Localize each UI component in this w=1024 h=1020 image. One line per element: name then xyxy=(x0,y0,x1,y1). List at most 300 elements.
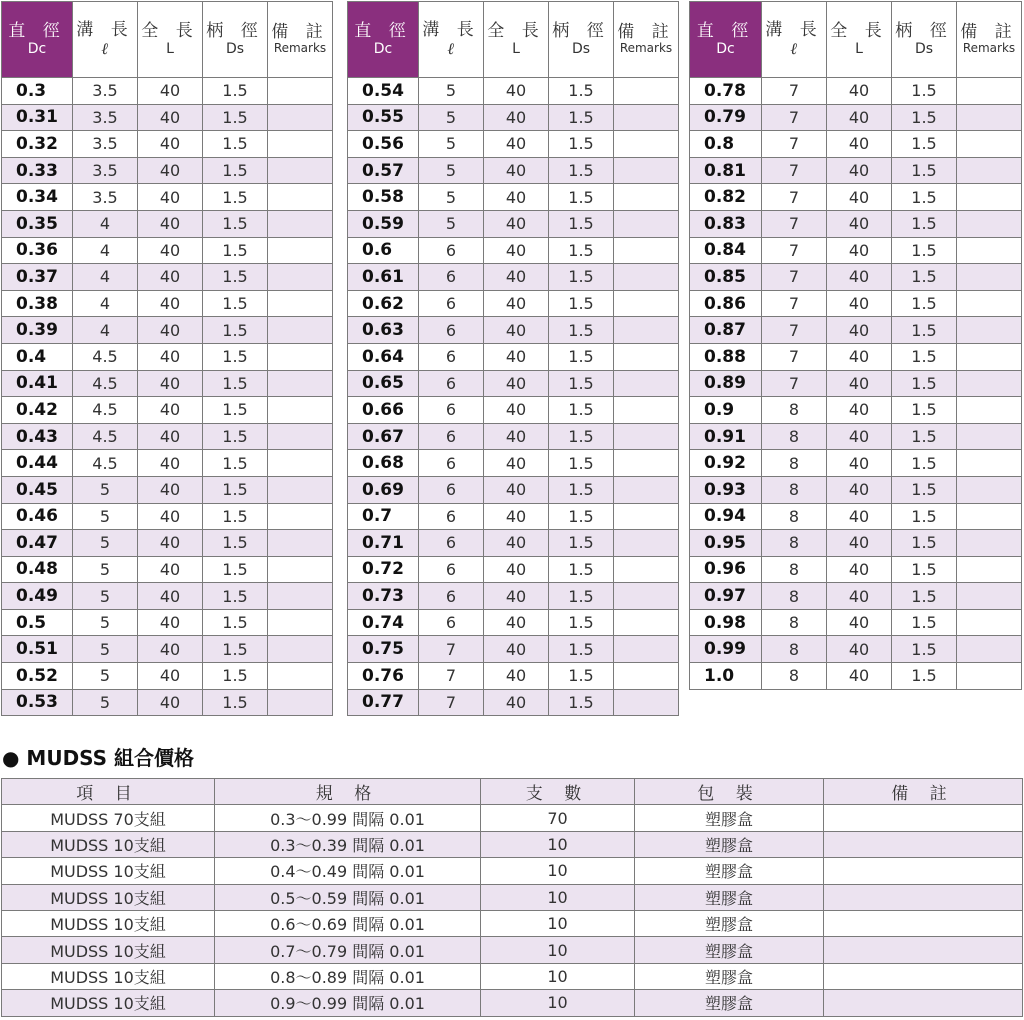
table-row xyxy=(690,397,1022,424)
set-pack-cell: 塑膠盒 xyxy=(635,937,824,963)
flute-length-cell: 4.5 xyxy=(73,343,138,370)
total-length-cell: 40 xyxy=(827,663,892,690)
flute-length-cell: 8 xyxy=(762,609,827,636)
total-length-cell: 40 xyxy=(138,370,203,397)
set-spec-cell: 0.5～0.59 間隔 0.01 xyxy=(215,884,481,910)
flute-length-cell: 8 xyxy=(762,556,827,583)
table-row xyxy=(2,963,1023,989)
set-remarks-cell xyxy=(824,831,1023,857)
total-length-cell: 40 xyxy=(138,237,203,264)
total-length-cell: 40 xyxy=(138,78,203,105)
flute-length-cell: 6 xyxy=(419,476,484,503)
table-row xyxy=(2,583,333,610)
flute-length-cell: 4 xyxy=(73,210,138,237)
set-spec-cell: 0.7～0.79 間隔 0.01 xyxy=(215,937,481,963)
shank-dia-cell: 1.5 xyxy=(549,343,614,370)
dc-cell: 0.62 xyxy=(348,290,419,317)
remarks-cell xyxy=(957,370,1022,397)
total-length-cell: 40 xyxy=(138,397,203,424)
shank-dia-cell: 1.5 xyxy=(549,157,614,184)
flute-length-cell: 5 xyxy=(419,210,484,237)
remarks-cell xyxy=(957,157,1022,184)
shank-dia-cell: 1.5 xyxy=(203,423,268,450)
remarks-cell xyxy=(268,503,333,530)
total-length-cell: 40 xyxy=(138,184,203,211)
shank-dia-cell: 1.5 xyxy=(549,423,614,450)
flute-length-cell: 6 xyxy=(419,397,484,424)
set-remarks-cell xyxy=(824,858,1023,884)
remarks-cell xyxy=(268,184,333,211)
flute-length-cell: 4.5 xyxy=(73,397,138,424)
table-row xyxy=(2,503,333,530)
table-row xyxy=(348,157,679,184)
set-item-cell: MUDSS 10支組 xyxy=(2,858,215,884)
bullet-icon: ● xyxy=(2,746,20,770)
table-row xyxy=(2,370,333,397)
shank-dia-cell: 1.5 xyxy=(203,663,268,690)
dc-cell: 1.0 xyxy=(690,663,762,690)
set-header-spec: 規 格 xyxy=(215,779,481,805)
remarks-cell xyxy=(268,104,333,131)
dc-cell: 0.87 xyxy=(690,317,762,344)
total-length-cell: 40 xyxy=(484,317,549,344)
header-dc: 直 徑 Dc xyxy=(348,2,419,78)
total-length-cell: 40 xyxy=(138,663,203,690)
total-length-cell: 40 xyxy=(827,583,892,610)
total-length-cell: 40 xyxy=(138,423,203,450)
flute-length-cell: 6 xyxy=(419,290,484,317)
header-dc: 直 徑 Dc xyxy=(690,2,762,78)
shank-dia-cell: 1.5 xyxy=(892,131,957,158)
remarks-cell xyxy=(614,343,679,370)
dc-cell: 0.86 xyxy=(690,290,762,317)
dc-cell: 0.73 xyxy=(348,583,419,610)
shank-dia-cell: 1.5 xyxy=(203,237,268,264)
total-length-cell: 40 xyxy=(484,104,549,131)
total-length-cell: 40 xyxy=(827,476,892,503)
flute-length-cell: 3.5 xyxy=(73,131,138,158)
table-row xyxy=(348,476,679,503)
table-row xyxy=(348,556,679,583)
table-row xyxy=(348,423,679,450)
set-pack-cell: 塑膠盒 xyxy=(635,990,824,1016)
dc-cell: 0.34 xyxy=(2,184,73,211)
flute-length-cell: 7 xyxy=(762,157,827,184)
shank-dia-cell: 1.5 xyxy=(549,131,614,158)
remarks-cell xyxy=(268,530,333,557)
shank-dia-cell: 1.5 xyxy=(892,530,957,557)
table-row xyxy=(348,317,679,344)
shank-dia-cell: 1.5 xyxy=(549,636,614,663)
remarks-cell xyxy=(614,689,679,716)
remarks-cell xyxy=(614,237,679,264)
total-length-cell: 40 xyxy=(827,78,892,105)
shank-dia-cell: 1.5 xyxy=(892,583,957,610)
dc-cell: 0.31 xyxy=(2,104,73,131)
dc-cell: 0.38 xyxy=(2,290,73,317)
dc-cell: 0.66 xyxy=(348,397,419,424)
flute-length-cell: 7 xyxy=(762,370,827,397)
dc-cell: 0.79 xyxy=(690,104,762,131)
set-item-cell: MUDSS 10支組 xyxy=(2,884,215,910)
dc-cell: 0.75 xyxy=(348,636,419,663)
flute-length-cell: 5 xyxy=(73,530,138,557)
remarks-cell xyxy=(957,663,1022,690)
set-count-cell: 10 xyxy=(481,910,635,936)
dc-cell: 0.39 xyxy=(2,317,73,344)
shank-dia-cell: 1.5 xyxy=(549,264,614,291)
set-remarks-cell xyxy=(824,805,1023,831)
total-length-cell: 40 xyxy=(484,397,549,424)
flute-length-cell: 8 xyxy=(762,397,827,424)
dc-cell: 0.9 xyxy=(690,397,762,424)
total-length-cell: 40 xyxy=(484,78,549,105)
remarks-cell xyxy=(957,290,1022,317)
table-row xyxy=(2,78,333,105)
header-shank-dia: 柄 徑 Ds xyxy=(892,2,957,78)
table-row xyxy=(2,317,333,344)
header-dc: 直 徑 Dc xyxy=(2,2,73,78)
set-count-cell: 70 xyxy=(481,805,635,831)
table-row xyxy=(348,237,679,264)
shank-dia-cell: 1.5 xyxy=(549,476,614,503)
set-pack-cell: 塑膠盒 xyxy=(635,805,824,831)
table-row xyxy=(2,636,333,663)
table-row xyxy=(2,476,333,503)
table-row xyxy=(2,910,1023,936)
set-item-cell: MUDSS 10支組 xyxy=(2,831,215,857)
remarks-cell xyxy=(957,237,1022,264)
flute-length-cell: 5 xyxy=(73,689,138,716)
total-length-cell: 40 xyxy=(138,530,203,557)
dc-cell: 0.61 xyxy=(348,264,419,291)
flute-length-cell: 8 xyxy=(762,503,827,530)
set-remarks-cell xyxy=(824,910,1023,936)
remarks-cell xyxy=(614,556,679,583)
dc-cell: 0.78 xyxy=(690,78,762,105)
remarks-cell xyxy=(614,370,679,397)
table-row xyxy=(2,805,1023,831)
dc-cell: 0.85 xyxy=(690,264,762,291)
set-spec-cell: 0.3～0.99 間隔 0.01 xyxy=(215,805,481,831)
dc-cell: 0.64 xyxy=(348,343,419,370)
header-flute-length: 溝 長 ℓ xyxy=(419,2,484,78)
header-remarks: 備 註 Remarks xyxy=(957,2,1022,78)
dc-cell: 0.95 xyxy=(690,530,762,557)
total-length-cell: 40 xyxy=(827,317,892,344)
flute-length-cell: 7 xyxy=(762,104,827,131)
dc-cell: 0.48 xyxy=(2,556,73,583)
flute-length-cell: 8 xyxy=(762,663,827,690)
dc-cell: 0.89 xyxy=(690,370,762,397)
remarks-cell xyxy=(268,264,333,291)
table-row xyxy=(348,530,679,557)
dc-cell: 0.45 xyxy=(2,476,73,503)
table-row xyxy=(2,237,333,264)
remarks-cell xyxy=(268,583,333,610)
set-price-table xyxy=(1,778,1023,1017)
flute-length-cell: 5 xyxy=(73,503,138,530)
shank-dia-cell: 1.5 xyxy=(892,503,957,530)
dc-cell: 0.42 xyxy=(2,397,73,424)
total-length-cell: 40 xyxy=(827,157,892,184)
shank-dia-cell: 1.5 xyxy=(203,264,268,291)
shank-dia-cell: 1.5 xyxy=(203,556,268,583)
shank-dia-cell: 1.5 xyxy=(203,530,268,557)
table-row xyxy=(2,157,333,184)
table-row xyxy=(348,78,679,105)
flute-length-cell: 7 xyxy=(762,78,827,105)
total-length-cell: 40 xyxy=(138,290,203,317)
shank-dia-cell: 1.5 xyxy=(203,131,268,158)
header-flute-length: 溝 長 ℓ xyxy=(73,2,138,78)
total-length-cell: 40 xyxy=(138,131,203,158)
remarks-cell xyxy=(614,157,679,184)
set-header-remarks: 備 註 xyxy=(824,779,1023,805)
remarks-cell xyxy=(957,556,1022,583)
shank-dia-cell: 1.5 xyxy=(892,157,957,184)
flute-length-cell: 5 xyxy=(73,556,138,583)
shank-dia-cell: 1.5 xyxy=(203,78,268,105)
shank-dia-cell: 1.5 xyxy=(549,184,614,211)
set-section-title xyxy=(2,742,194,771)
dc-cell: 0.8 xyxy=(690,131,762,158)
dc-cell: 0.52 xyxy=(2,663,73,690)
table-row xyxy=(348,689,679,716)
remarks-cell xyxy=(957,636,1022,663)
set-spec-cell: 0.4～0.49 間隔 0.01 xyxy=(215,858,481,884)
header-remarks: 備 註 Remarks xyxy=(268,2,333,78)
total-length-cell: 40 xyxy=(138,609,203,636)
flute-length-cell: 7 xyxy=(762,343,827,370)
remarks-cell xyxy=(614,636,679,663)
shank-dia-cell: 1.5 xyxy=(549,530,614,557)
dc-cell: 0.93 xyxy=(690,476,762,503)
table-row xyxy=(690,609,1022,636)
total-length-cell: 40 xyxy=(827,237,892,264)
dc-cell: 0.47 xyxy=(2,530,73,557)
flute-length-cell: 5 xyxy=(419,131,484,158)
total-length-cell: 40 xyxy=(484,264,549,291)
table-row xyxy=(690,317,1022,344)
shank-dia-cell: 1.5 xyxy=(549,450,614,477)
shank-dia-cell: 1.5 xyxy=(892,397,957,424)
set-item-cell: MUDSS 10支組 xyxy=(2,990,215,1016)
total-length-cell: 40 xyxy=(484,210,549,237)
flute-length-cell: 7 xyxy=(419,663,484,690)
header-total-length: 全 長 L xyxy=(484,2,549,78)
total-length-cell: 40 xyxy=(138,556,203,583)
shank-dia-cell: 1.5 xyxy=(549,104,614,131)
table-row xyxy=(2,290,333,317)
remarks-cell xyxy=(614,290,679,317)
dc-cell: 0.37 xyxy=(2,264,73,291)
header-total-length: 全 長 L xyxy=(827,2,892,78)
flute-length-cell: 7 xyxy=(762,210,827,237)
remarks-cell xyxy=(957,503,1022,530)
table-row xyxy=(690,583,1022,610)
table-row xyxy=(348,370,679,397)
table-row xyxy=(348,450,679,477)
remarks-cell xyxy=(614,609,679,636)
remarks-cell xyxy=(957,397,1022,424)
shank-dia-cell: 1.5 xyxy=(203,290,268,317)
remarks-cell xyxy=(268,397,333,424)
set-item-cell: MUDSS 70支組 xyxy=(2,805,215,831)
remarks-cell xyxy=(957,78,1022,105)
spec-table-2 xyxy=(347,1,679,716)
set-count-cell: 10 xyxy=(481,858,635,884)
shank-dia-cell: 1.5 xyxy=(549,663,614,690)
remarks-cell xyxy=(614,264,679,291)
total-length-cell: 40 xyxy=(138,689,203,716)
shank-dia-cell: 1.5 xyxy=(892,104,957,131)
table-row xyxy=(348,131,679,158)
dc-cell: 0.33 xyxy=(2,157,73,184)
dc-cell: 0.35 xyxy=(2,210,73,237)
dc-cell: 0.68 xyxy=(348,450,419,477)
table-row xyxy=(2,423,333,450)
set-spec-cell: 0.9～0.99 間隔 0.01 xyxy=(215,990,481,1016)
shank-dia-cell: 1.5 xyxy=(203,210,268,237)
table-row xyxy=(690,476,1022,503)
flute-length-cell: 6 xyxy=(419,423,484,450)
table-row xyxy=(690,237,1022,264)
flute-length-cell: 4 xyxy=(73,290,138,317)
table-row xyxy=(2,689,333,716)
table-row xyxy=(2,884,1023,910)
flute-length-cell: 6 xyxy=(419,503,484,530)
shank-dia-cell: 1.5 xyxy=(892,609,957,636)
header-flute-length: 溝 長 ℓ xyxy=(762,2,827,78)
table-row xyxy=(348,583,679,610)
shank-dia-cell: 1.5 xyxy=(892,450,957,477)
flute-length-cell: 7 xyxy=(762,131,827,158)
remarks-cell xyxy=(268,556,333,583)
shank-dia-cell: 1.5 xyxy=(549,210,614,237)
remarks-cell xyxy=(614,423,679,450)
shank-dia-cell: 1.5 xyxy=(892,636,957,663)
flute-length-cell: 4.5 xyxy=(73,450,138,477)
remarks-cell xyxy=(957,450,1022,477)
remarks-cell xyxy=(957,343,1022,370)
remarks-cell xyxy=(957,210,1022,237)
dc-cell: 0.32 xyxy=(2,131,73,158)
total-length-cell: 40 xyxy=(827,636,892,663)
flute-length-cell: 5 xyxy=(419,184,484,211)
dc-cell: 0.46 xyxy=(2,503,73,530)
remarks-cell xyxy=(268,78,333,105)
flute-length-cell: 8 xyxy=(762,636,827,663)
dc-cell: 0.49 xyxy=(2,583,73,610)
table-row xyxy=(2,104,333,131)
shank-dia-cell: 1.5 xyxy=(892,78,957,105)
set-header-item: 項 目 xyxy=(2,779,215,805)
table-row xyxy=(2,831,1023,857)
total-length-cell: 40 xyxy=(827,450,892,477)
table-row xyxy=(2,397,333,424)
shank-dia-cell: 1.5 xyxy=(892,663,957,690)
table-row xyxy=(690,343,1022,370)
remarks-cell xyxy=(614,78,679,105)
table-row xyxy=(2,937,1023,963)
shank-dia-cell: 1.5 xyxy=(892,290,957,317)
spec-table-1 xyxy=(1,1,333,716)
table-row xyxy=(690,503,1022,530)
flute-length-cell: 6 xyxy=(419,370,484,397)
dc-cell: 0.84 xyxy=(690,237,762,264)
remarks-cell xyxy=(614,397,679,424)
total-length-cell: 40 xyxy=(484,530,549,557)
total-length-cell: 40 xyxy=(827,556,892,583)
dc-cell: 0.43 xyxy=(2,423,73,450)
total-length-cell: 40 xyxy=(827,264,892,291)
remarks-cell xyxy=(614,184,679,211)
shank-dia-cell: 1.5 xyxy=(203,104,268,131)
spec-table-3 xyxy=(689,1,1022,690)
dc-cell: 0.44 xyxy=(2,450,73,477)
shank-dia-cell: 1.5 xyxy=(892,556,957,583)
flute-length-cell: 4 xyxy=(73,237,138,264)
table-row xyxy=(2,264,333,291)
remarks-cell xyxy=(957,317,1022,344)
dc-cell: 0.96 xyxy=(690,556,762,583)
flute-length-cell: 6 xyxy=(419,343,484,370)
table-row xyxy=(348,397,679,424)
flute-length-cell: 3.5 xyxy=(73,78,138,105)
set-item-cell: MUDSS 10支組 xyxy=(2,910,215,936)
flute-length-cell: 6 xyxy=(419,237,484,264)
set-header-row xyxy=(2,779,1023,805)
spec-header-row xyxy=(348,2,679,78)
shank-dia-cell: 1.5 xyxy=(549,503,614,530)
flute-length-cell: 4 xyxy=(73,264,138,291)
set-item-cell: MUDSS 10支組 xyxy=(2,937,215,963)
total-length-cell: 40 xyxy=(484,503,549,530)
shank-dia-cell: 1.5 xyxy=(549,237,614,264)
remarks-cell xyxy=(268,237,333,264)
shank-dia-cell: 1.5 xyxy=(203,636,268,663)
set-remarks-cell xyxy=(824,884,1023,910)
shank-dia-cell: 1.5 xyxy=(549,556,614,583)
table-row xyxy=(690,370,1022,397)
total-length-cell: 40 xyxy=(484,237,549,264)
spec-header-row xyxy=(2,2,333,78)
shank-dia-cell: 1.5 xyxy=(549,583,614,610)
shank-dia-cell: 1.5 xyxy=(203,184,268,211)
flute-length-cell: 4.5 xyxy=(73,370,138,397)
shank-dia-cell: 1.5 xyxy=(549,689,614,716)
dc-cell: 0.41 xyxy=(2,370,73,397)
table-row xyxy=(2,131,333,158)
shank-dia-cell: 1.5 xyxy=(892,184,957,211)
dc-cell: 0.99 xyxy=(690,636,762,663)
flute-length-cell: 6 xyxy=(419,450,484,477)
dc-cell: 0.83 xyxy=(690,210,762,237)
shank-dia-cell: 1.5 xyxy=(203,343,268,370)
total-length-cell: 40 xyxy=(827,104,892,131)
table-row xyxy=(348,264,679,291)
table-row xyxy=(2,210,333,237)
total-length-cell: 40 xyxy=(138,104,203,131)
table-row xyxy=(2,858,1023,884)
remarks-cell xyxy=(957,423,1022,450)
spec-header-row xyxy=(690,2,1022,78)
dc-cell: 0.71 xyxy=(348,530,419,557)
table-row xyxy=(348,503,679,530)
remarks-cell xyxy=(957,530,1022,557)
shank-dia-cell: 1.5 xyxy=(203,609,268,636)
